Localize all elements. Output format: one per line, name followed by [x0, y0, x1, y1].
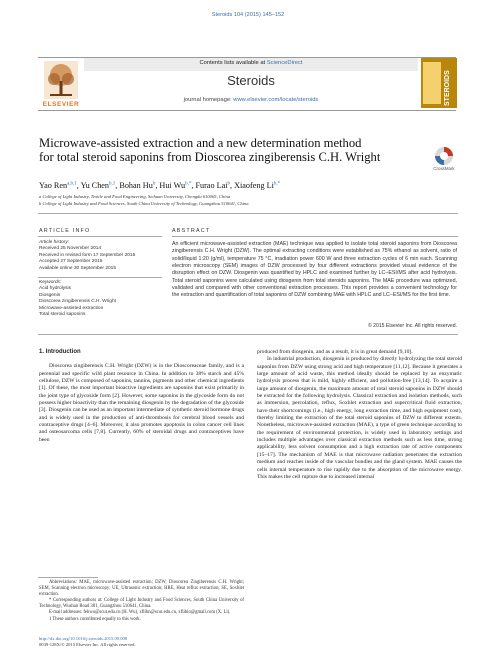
journal-title: Steroids [227, 73, 275, 88]
contents-prefix: Contents lists available at [199, 60, 267, 66]
title-line-1: Microwave-assisted extraction and a new determination method [39, 136, 362, 150]
paragraph: In industrial production, diosgenin is produced by directly hydrolyzing the total steroid saponins from DZW using strong acid and high temperature [11,12]. Because it generates a large amount of acid waste, this method ideally should be replaced by an enzymatic hydrolysis process that is mild, highly efficient, and pollution-free [13,14]. To acquire a large amount of diosgenin, the maximum amount of total steroid saponins in DZW should be extracted for the following hydrolysis. Classical extraction and isolation methods, such as immersion, percolation, reflux, Soxhlet extraction and supercritical fluid extraction, have their shortcomings (i.e., high energy, long extraction time, and high equipment cost), thereby limiting the extraction of the total steroid saponins of DZW to different extents. Nonetheless, microwave-assisted extraction (MAE), a type of green technique according to the requirement of environmental protection, is widely used in laboratory settings and includes multiple advantages over classical extraction methods such as less time, strong applicability, less solvent consumption and a high extraction rate of active components [15–17]. The mechanism of MAE is that microwave radiation penetrates the extraction medium and reaches inside of the vascular bundles and the gland system. MAE causes the cells internal temperature to rise rapidly due to the absorption of the microwave energy. This makes the cell rupture due to increased internal [257, 356, 462, 480]
abstract-copyright: © 2015 Elsevier Inc. All rights reserved. [368, 323, 457, 329]
keyword: Dioscorea zingiberensis C.H. Wright [39, 299, 116, 305]
history-online: Available online 30 September 2015 [39, 265, 116, 271]
journal-homepage [84, 97, 418, 103]
author-list: Yao Ren$^{a,b,1}$, Yu Chen$^{b,1}$, Bohan Hu$^b$, Hui $Wu^{b,*}$, Furao Lai$^b$, Xiaofeng $Li^{b,*}$ [39, 181, 281, 190]
divider [38, 334, 458, 335]
sciencedirect-link[interactable]: ScienceDirect [266, 60, 303, 66]
author[interactable]: Yu Chen$^{b,1}$ [80, 181, 116, 190]
paragraph: Dioscorea zingiberensis C.H. Wright (DZW) is in the Dioscoreaceae family, and is a perennial and specific wild plant resource in China. In addition to 38% starch and 45% cellulose, DZW is composed of saponins, tannins, pigments and other chemical ingredients [1]. Of these, the most important bioactive ingredients are saponins that exist primarily in the joint type of glycoside form [2]. However, some saponins in the glycoside form do not possess higher bioactivity than the remaining diosgenin by the degradation of the glycoside [3]. Diosgenin can be used as an important intermediate of synthetic steroid hormone drugs and is widely used in the production of anti-thrombosis for cerebral blood vessels and contraceptive drugs [4–6]. Moreover, it also promotes apoptosis in colon cancer cell lines and osteosarcoma cells [7,8]. Currently, 60% of steroidal drugs and contraceptives have been [39, 363, 244, 443]
article-history [39, 240, 164, 272]
keywords [39, 280, 164, 318]
abstract-text: An efficient microwave-assisted extraction (MAE) technique was applied to isolate total steroid saponins from Dioscorea zingiberensis C.H. Wright (DZW). The optimal extracting conditions were established as 75% ethanol as solvent, ratio of solid/liquid 1:20 (g/ml), temperature 75 °C, irradiation power 600 W and three extraction cycles of 6 min each. Scanning electron microscopy (SEM) images of DZW processed by four different extractions provided visual evidence of the disruption effect on DZW. Diosgenin was quantified by HPLC and examined further by LC–ESI/MS after acid hydrolysis. Total steroid saponins were calculated using diosgenin from total steroids saponins. The MAE procedure was optimized, validated and compared with other conventional extraction processes. This report provides a convenient technology for the extraction and quantification of total saponins of DZW combining MAE with HPLC and LC–ESI/MS for the first time. [172, 241, 457, 299]
body-right-column [257, 349, 462, 481]
keyword: Acid hydrolysis [39, 286, 71, 292]
contents-line [84, 60, 418, 66]
footnote-equal-contribution: 1 These authors contributed equally to this work. [49, 616, 141, 622]
homepage-link[interactable]: www.elsevier.com/locate/steroids [233, 97, 319, 103]
homepage-prefix: journal homepage: [183, 97, 234, 103]
history-accepted: Accepted 27 September 2015 [39, 259, 103, 265]
article-identifiers [39, 636, 259, 648]
author[interactable]: Yao Ren$^{a,b,1}$ [39, 181, 77, 190]
affiliation-b: b College of Light Industry and Food Sciences, South China University of Technology, Guangzhou 510641, China [39, 201, 249, 206]
publisher-name: ELSEVIER [42, 101, 80, 108]
footnote-email: E-mail addresses: fehwu@scut.edu.cn (H. Wu), xflihn@scut.edu.cn, xflibio@gmail.com (X. Li). [49, 610, 231, 616]
article-title [39, 136, 409, 164]
footnote-divider [38, 577, 98, 578]
divider [38, 213, 458, 214]
divider [172, 236, 458, 237]
keywords-label: Keywords: [39, 280, 62, 285]
cover-art [423, 62, 441, 104]
author[interactable]: Hui $Wu^{b,*}$ [159, 181, 192, 190]
section-heading: 1. Introduction [39, 349, 81, 355]
divider [38, 277, 162, 278]
keyword: Diosgenin [39, 292, 61, 298]
cover-journal-name: STEROIDS [444, 70, 451, 106]
divider [38, 236, 162, 237]
article-info-heading: ARTICLE INFO [39, 228, 91, 234]
body-left-column [39, 349, 244, 444]
author[interactable]: Furao Lai$^b$ [195, 181, 230, 190]
author[interactable]: Bohan Hu$^b$ [119, 181, 156, 190]
title-line-2: for total steroid saponins from Dioscorea zingiberensis C.H. Wright [39, 150, 381, 164]
keyword: Total steroid saponins [39, 312, 86, 318]
footnotes [39, 580, 244, 623]
footnote-corresponding: * Corresponding authors at: College of Light Industry and Food Sciences, South China University of Technology, Wushan Road 381, Guangzhou 510641, China. [39, 598, 244, 610]
journal-reference[interactable]: Steroids 104 (2015) 145–152 [211, 12, 285, 18]
issn-line: 0039-128X/© 2015 Elsevier Inc. All rights reserved. [39, 642, 136, 647]
keyword: Microwave-assisted extraction [39, 305, 104, 311]
paragraph: produced from diosgenin, and as a result, it is in great demand [9,10]. [257, 349, 413, 355]
history-received: Received 25 November 2014 [39, 246, 102, 252]
author[interactable]: Xiaofeng $Li^{b,*}$ [234, 181, 281, 190]
history-revised: Received in revised form 17 September 2015 [39, 252, 136, 258]
history-label: Article history: [39, 240, 70, 245]
footnote-abbreviations: Abbreviations: MAE, microwave-assisted extraction; DZW, Dioscorea Zingiberensis C.H. Wright; SEM, Scanning electron microscopy; UE, Ultrasonic extraction; HRE, Heat reflux extraction; SE, Soxhlet extraction. [39, 580, 244, 598]
affiliation-a: a College of Light Industry, Textile and Food Engineering, Sichuan University, Chengdu 610065, China [39, 194, 231, 199]
doi-link[interactable]: http://dx.doi.org/10.1016/j.steroids.2015.09.008 [39, 636, 128, 641]
abstract-heading: ABSTRACT [172, 228, 211, 234]
crossmark-label: CrossMark [433, 166, 455, 171]
